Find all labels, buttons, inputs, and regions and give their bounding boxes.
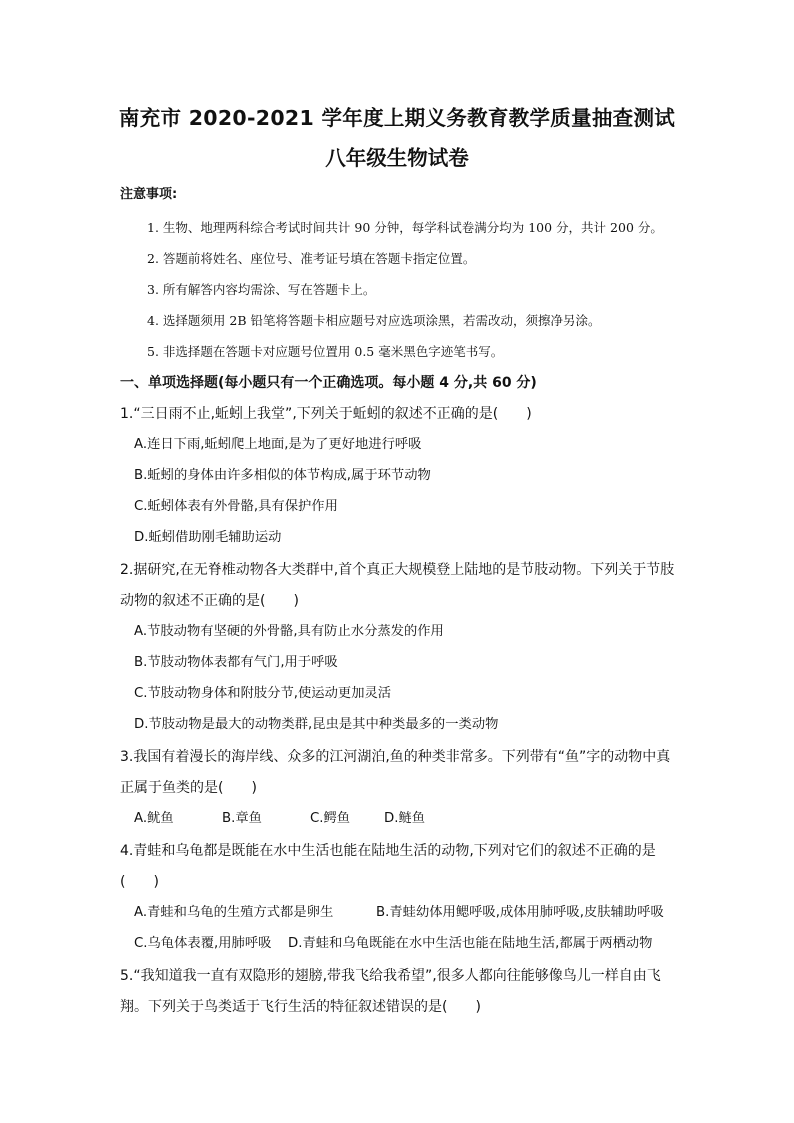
question-1-stem: 1.“三日雨不止,蚯蚓上我堂”,下列关于蚯蚓的叙述不正确的是( ) xyxy=(120,406,532,422)
question-3-option-d: D.鲢鱼 xyxy=(384,811,426,826)
question-2-stem-line-2: 动物的叙述不正确的是( ) xyxy=(120,593,299,609)
question-2-option-d: D.节肢动物是最大的动物类群,昆虫是其中种类最多的一类动物 xyxy=(134,717,499,732)
question-4-option-b: B.青蛙幼体用鳃呼吸,成体用肺呼吸,皮肤辅助呼吸 xyxy=(376,905,664,920)
question-4-stem-line-1: 4.青蛙和乌龟都是既能在水中生活也能在陆地生活的动物,下列对它们的叙述不正确的是 xyxy=(120,843,656,859)
question-4-option-d: D.青蛙和乌龟既能在水中生活也能在陆地生活,都属于两栖动物 xyxy=(288,936,653,951)
question-1-option-a: A.连日下雨,蚯蚓爬上地面,是为了更好地进行呼吸 xyxy=(134,437,422,452)
question-5-stem-line-1: 5.“我知道我一直有双隐形的翅膀,带我飞给我希望”,很多人都向往能够像鸟儿一样自由飞 xyxy=(120,968,661,984)
note-item-5: 5. 非选择题在答题卡对应题号位置用 0.5 毫米黑色字迹笔书写。 xyxy=(147,344,504,359)
question-1-option-c: C.蚯蚓体表有外骨骼,具有保护作用 xyxy=(134,499,338,514)
exam-title: 南充市 2020-2021 学年度上期义务教育教学质量抽查测试 xyxy=(118,106,676,130)
question-3-option-a: A.鱿鱼 xyxy=(134,811,174,826)
question-2-option-a: A.节肢动物有坚硬的外骨骼,具有防止水分蒸发的作用 xyxy=(134,624,444,639)
section-heading: 一、单项选择题(每小题只有一个正确选项。每小题 4 分,共 60 分) xyxy=(120,375,537,391)
question-1-option-d: D.蚯蚓借助刚毛辅助运动 xyxy=(134,530,282,545)
question-1-option-b: B.蚯蚓的身体由许多相似的体节构成,属于环节动物 xyxy=(134,468,431,483)
note-item-2: 2. 答题前将姓名、座位号、准考证号填在答题卡指定位置。 xyxy=(147,251,476,266)
note-item-4: 4. 选择题须用 2B 铅笔将答题卡相应题号对应选项涂黑，若需改动，须擦净另涂。 xyxy=(147,313,601,328)
note-item-1: 1. 生物、地理两科综合考试时间共计 90 分钟，每学科试卷满分均为 100 分，共计 200 分。 xyxy=(147,220,663,235)
question-4-stem-line-2: ( ) xyxy=(120,874,159,890)
question-4-option-a: A.青蛙和乌龟的生殖方式都是卵生 xyxy=(134,905,334,920)
question-4-option-c: C.乌龟体表覆,用肺呼吸 xyxy=(134,936,272,951)
note-item-3: 3. 所有解答内容均需涂、写在答题卡上。 xyxy=(147,282,376,297)
question-2-option-b: B.节肢动物体表都有气门,用于呼吸 xyxy=(134,655,338,670)
question-3-stem-line-2: 正属于鱼类的是( ) xyxy=(120,780,257,796)
notes-heading: 注意事项: xyxy=(120,187,178,202)
question-5-stem-line-2: 翔。下列关于鸟类适于飞行生活的特征叙述错误的是( ) xyxy=(120,999,481,1015)
question-2-option-c: C.节肢动物身体和附肢分节,使运动更加灵活 xyxy=(134,686,392,701)
exam-subtitle: 八年级生物试卷 xyxy=(325,146,469,170)
question-3-option-b: B.章鱼 xyxy=(222,811,262,826)
question-2-stem-line-1: 2.据研究,在无脊椎动物各大类群中,首个真正大规模登上陆地的是节肢动物。下列关于节肢 xyxy=(120,562,675,578)
question-3-stem-line-1: 3.我国有着漫长的海岸线、众多的江河湖泊,鱼的种类非常多。下列带有“鱼”字的动物中真 xyxy=(120,749,671,765)
question-3-option-c: C.鳄鱼 xyxy=(310,811,351,826)
